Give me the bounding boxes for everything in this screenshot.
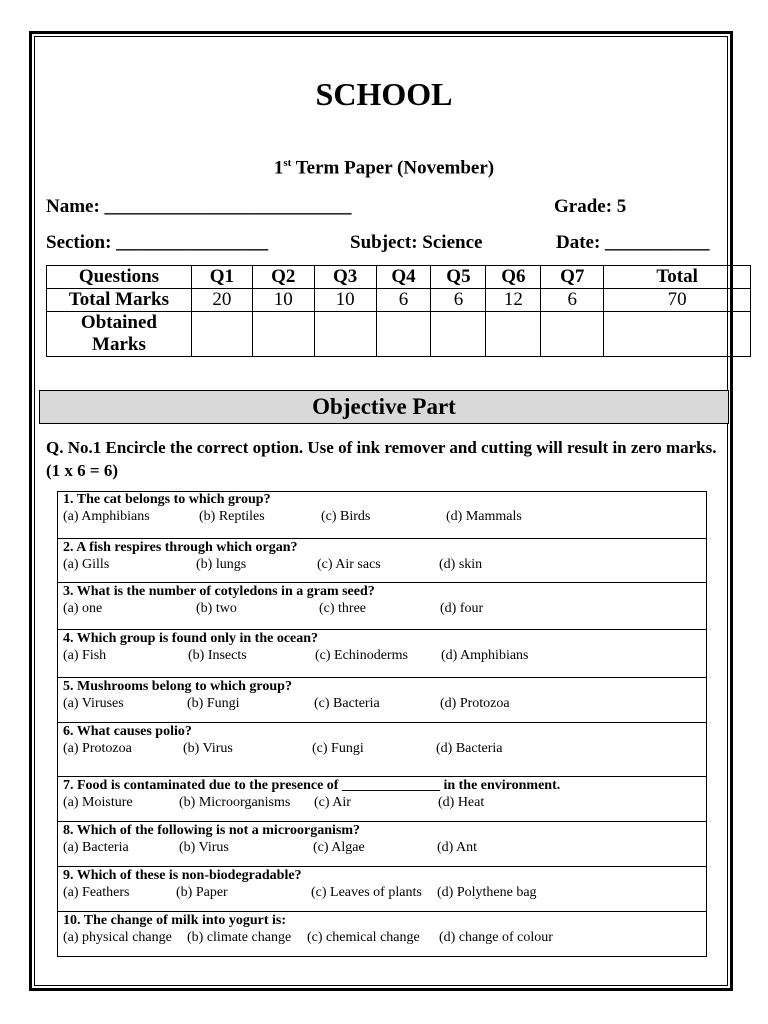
objective-part-heading: Objective Part bbox=[39, 390, 729, 424]
question-item bbox=[57, 722, 707, 776]
question-item bbox=[57, 866, 707, 911]
option-b[interactable]: (b) Reptiles bbox=[199, 509, 265, 524]
obtained-marks-cell[interactable] bbox=[191, 312, 252, 357]
option-b[interactable]: (b) two bbox=[196, 601, 237, 616]
column-header: Total bbox=[604, 266, 751, 289]
option-c[interactable]: (c) Air bbox=[314, 795, 351, 810]
obtained-marks-cell[interactable] bbox=[376, 312, 431, 357]
options-row bbox=[63, 695, 707, 713]
option-d[interactable]: (d) skin bbox=[439, 557, 483, 572]
total-marks-cell: 6 bbox=[541, 289, 604, 312]
question-item bbox=[57, 629, 707, 677]
question-stem: 5. Mushrooms belong to which group? bbox=[63, 679, 292, 694]
question-item bbox=[57, 677, 707, 722]
section-field[interactable]: Section: ________________ bbox=[46, 232, 269, 253]
option-d[interactable]: (d) Polythene bag bbox=[437, 885, 537, 900]
obtained-marks-cell[interactable] bbox=[604, 312, 751, 357]
option-d[interactable]: (d) change of colour bbox=[439, 930, 553, 945]
option-c[interactable]: (c) Bacteria bbox=[314, 696, 380, 711]
option-c[interactable]: (c) Algae bbox=[313, 840, 365, 855]
question-stem: 3. What is the number of cotyledons in a gram seed? bbox=[63, 584, 375, 599]
option-a[interactable]: (a) Gills bbox=[63, 557, 110, 572]
term-title-rest: Term Paper (November) bbox=[291, 157, 495, 179]
question-stem: 7. Food is contaminated due to the presence of ______________ in the environment. bbox=[63, 778, 561, 793]
option-c[interactable]: (c) Birds bbox=[321, 509, 371, 524]
total-marks-cell: 20 bbox=[191, 289, 252, 312]
school-title: SCHOOL bbox=[315, 76, 453, 112]
question-item bbox=[57, 821, 707, 866]
question-item bbox=[57, 582, 707, 629]
total-marks-cell: 10 bbox=[314, 289, 376, 312]
option-b[interactable]: (b) Microorganisms bbox=[179, 795, 291, 810]
column-header: Q4 bbox=[376, 266, 431, 289]
option-d[interactable]: (d) Mammals bbox=[446, 509, 522, 524]
options-row bbox=[63, 929, 707, 947]
question-stem: 8. Which of the following is not a microorganism? bbox=[63, 823, 360, 838]
options-row bbox=[63, 740, 707, 758]
option-b[interactable]: (b) climate change bbox=[187, 930, 292, 945]
options-row bbox=[63, 647, 707, 665]
option-d[interactable]: (d) Heat bbox=[438, 795, 485, 810]
option-b[interactable]: (b) Virus bbox=[183, 741, 233, 756]
option-d[interactable]: (d) four bbox=[440, 601, 484, 616]
total-marks-cell: 12 bbox=[486, 289, 541, 312]
question-item bbox=[57, 776, 707, 821]
term-title bbox=[0, 157, 768, 179]
obtained-marks-cell[interactable] bbox=[314, 312, 376, 357]
question-stem: 1. The cat belongs to which group? bbox=[63, 492, 271, 507]
question-stem: 4. Which group is found only in the ocean? bbox=[63, 631, 319, 646]
term-ordinal-suffix: st bbox=[283, 157, 292, 169]
column-header: Q2 bbox=[252, 266, 314, 289]
obtained-marks-cell[interactable] bbox=[486, 312, 541, 357]
option-c[interactable]: (c) three bbox=[319, 601, 367, 616]
marks-table bbox=[46, 265, 751, 357]
option-b[interactable]: (b) Fungi bbox=[187, 696, 240, 711]
obtained-marks-cell[interactable] bbox=[431, 312, 486, 357]
question-stem: 9. Which of these is non-biodegradable? bbox=[63, 868, 302, 883]
total-marks-cell: 6 bbox=[376, 289, 431, 312]
options-row bbox=[63, 508, 707, 526]
column-header: Q5 bbox=[431, 266, 486, 289]
questions-label: Questions bbox=[47, 266, 192, 289]
date-field[interactable]: Date: ___________ bbox=[556, 232, 710, 253]
subject-field: Subject: Science bbox=[350, 232, 483, 253]
option-a[interactable]: (a) Protozoa bbox=[63, 741, 132, 756]
options-row bbox=[63, 839, 707, 857]
objective-instruction: Q. No.1 Encircle the correct option. Use of ink remover and cutting will result in zero marks. (1 x 6 = 6) bbox=[46, 438, 717, 480]
column-header: Q3 bbox=[314, 266, 376, 289]
option-a[interactable]: (a) Fish bbox=[63, 648, 107, 663]
option-a[interactable]: (a) one bbox=[63, 601, 103, 616]
total-marks-label: Total Marks bbox=[47, 289, 192, 312]
total-marks-cell: 10 bbox=[252, 289, 314, 312]
options-row bbox=[63, 600, 707, 618]
option-c[interactable]: (c) Echinoderms bbox=[315, 648, 408, 663]
option-b[interactable]: (b) Insects bbox=[188, 648, 247, 663]
option-d[interactable]: (d) Ant bbox=[437, 840, 478, 855]
obtained-marks-label: Obtained Marks bbox=[47, 312, 192, 357]
question-stem: 6. What causes polio? bbox=[63, 724, 192, 739]
option-b[interactable]: (b) lungs bbox=[196, 557, 247, 572]
option-a[interactable]: (a) Amphibians bbox=[63, 509, 150, 524]
question-stem: 10. The change of milk into yogurt is: bbox=[63, 913, 286, 928]
option-d[interactable]: (d) Protozoa bbox=[440, 696, 510, 711]
option-a[interactable]: (a) physical change bbox=[63, 930, 172, 945]
total-marks-cell: 70 bbox=[604, 289, 751, 312]
option-c[interactable]: (c) Leaves of plants bbox=[311, 885, 422, 900]
option-d[interactable]: (d) Bacteria bbox=[436, 741, 503, 756]
option-a[interactable]: (a) Feathers bbox=[63, 885, 130, 900]
option-c[interactable]: (c) chemical change bbox=[307, 930, 420, 945]
options-row bbox=[63, 884, 707, 902]
column-header: Q7 bbox=[541, 266, 604, 289]
option-a[interactable]: (a) Moisture bbox=[63, 795, 133, 810]
term-ordinal: 1 bbox=[273, 157, 284, 179]
obtained-marks-row bbox=[47, 312, 751, 357]
question-item bbox=[57, 911, 707, 957]
column-header: Q1 bbox=[191, 266, 252, 289]
option-c[interactable]: (c) Air sacs bbox=[317, 557, 381, 572]
question-stem: 2. A fish respires through which organ? bbox=[63, 540, 298, 555]
option-b[interactable]: (b) Paper bbox=[176, 885, 228, 900]
marks-header-row bbox=[47, 266, 751, 289]
option-d[interactable]: (d) Amphibians bbox=[441, 648, 529, 663]
question-item bbox=[57, 491, 707, 538]
options-row bbox=[63, 794, 707, 812]
total-marks-row bbox=[47, 289, 751, 312]
obtained-marks-cell[interactable] bbox=[541, 312, 604, 357]
grade-field: Grade: 5 bbox=[554, 196, 627, 217]
option-a[interactable]: (a) Viruses bbox=[63, 696, 124, 711]
obtained-marks-cell[interactable] bbox=[252, 312, 314, 357]
option-b[interactable]: (b) Virus bbox=[179, 840, 229, 855]
column-header: Q6 bbox=[486, 266, 541, 289]
name-field[interactable]: Name: __________________________ bbox=[46, 196, 352, 217]
options-row bbox=[63, 556, 707, 574]
option-c[interactable]: (c) Fungi bbox=[312, 741, 364, 756]
question-item bbox=[57, 538, 707, 582]
total-marks-cell: 6 bbox=[431, 289, 486, 312]
option-a[interactable]: (a) Bacteria bbox=[63, 840, 129, 855]
